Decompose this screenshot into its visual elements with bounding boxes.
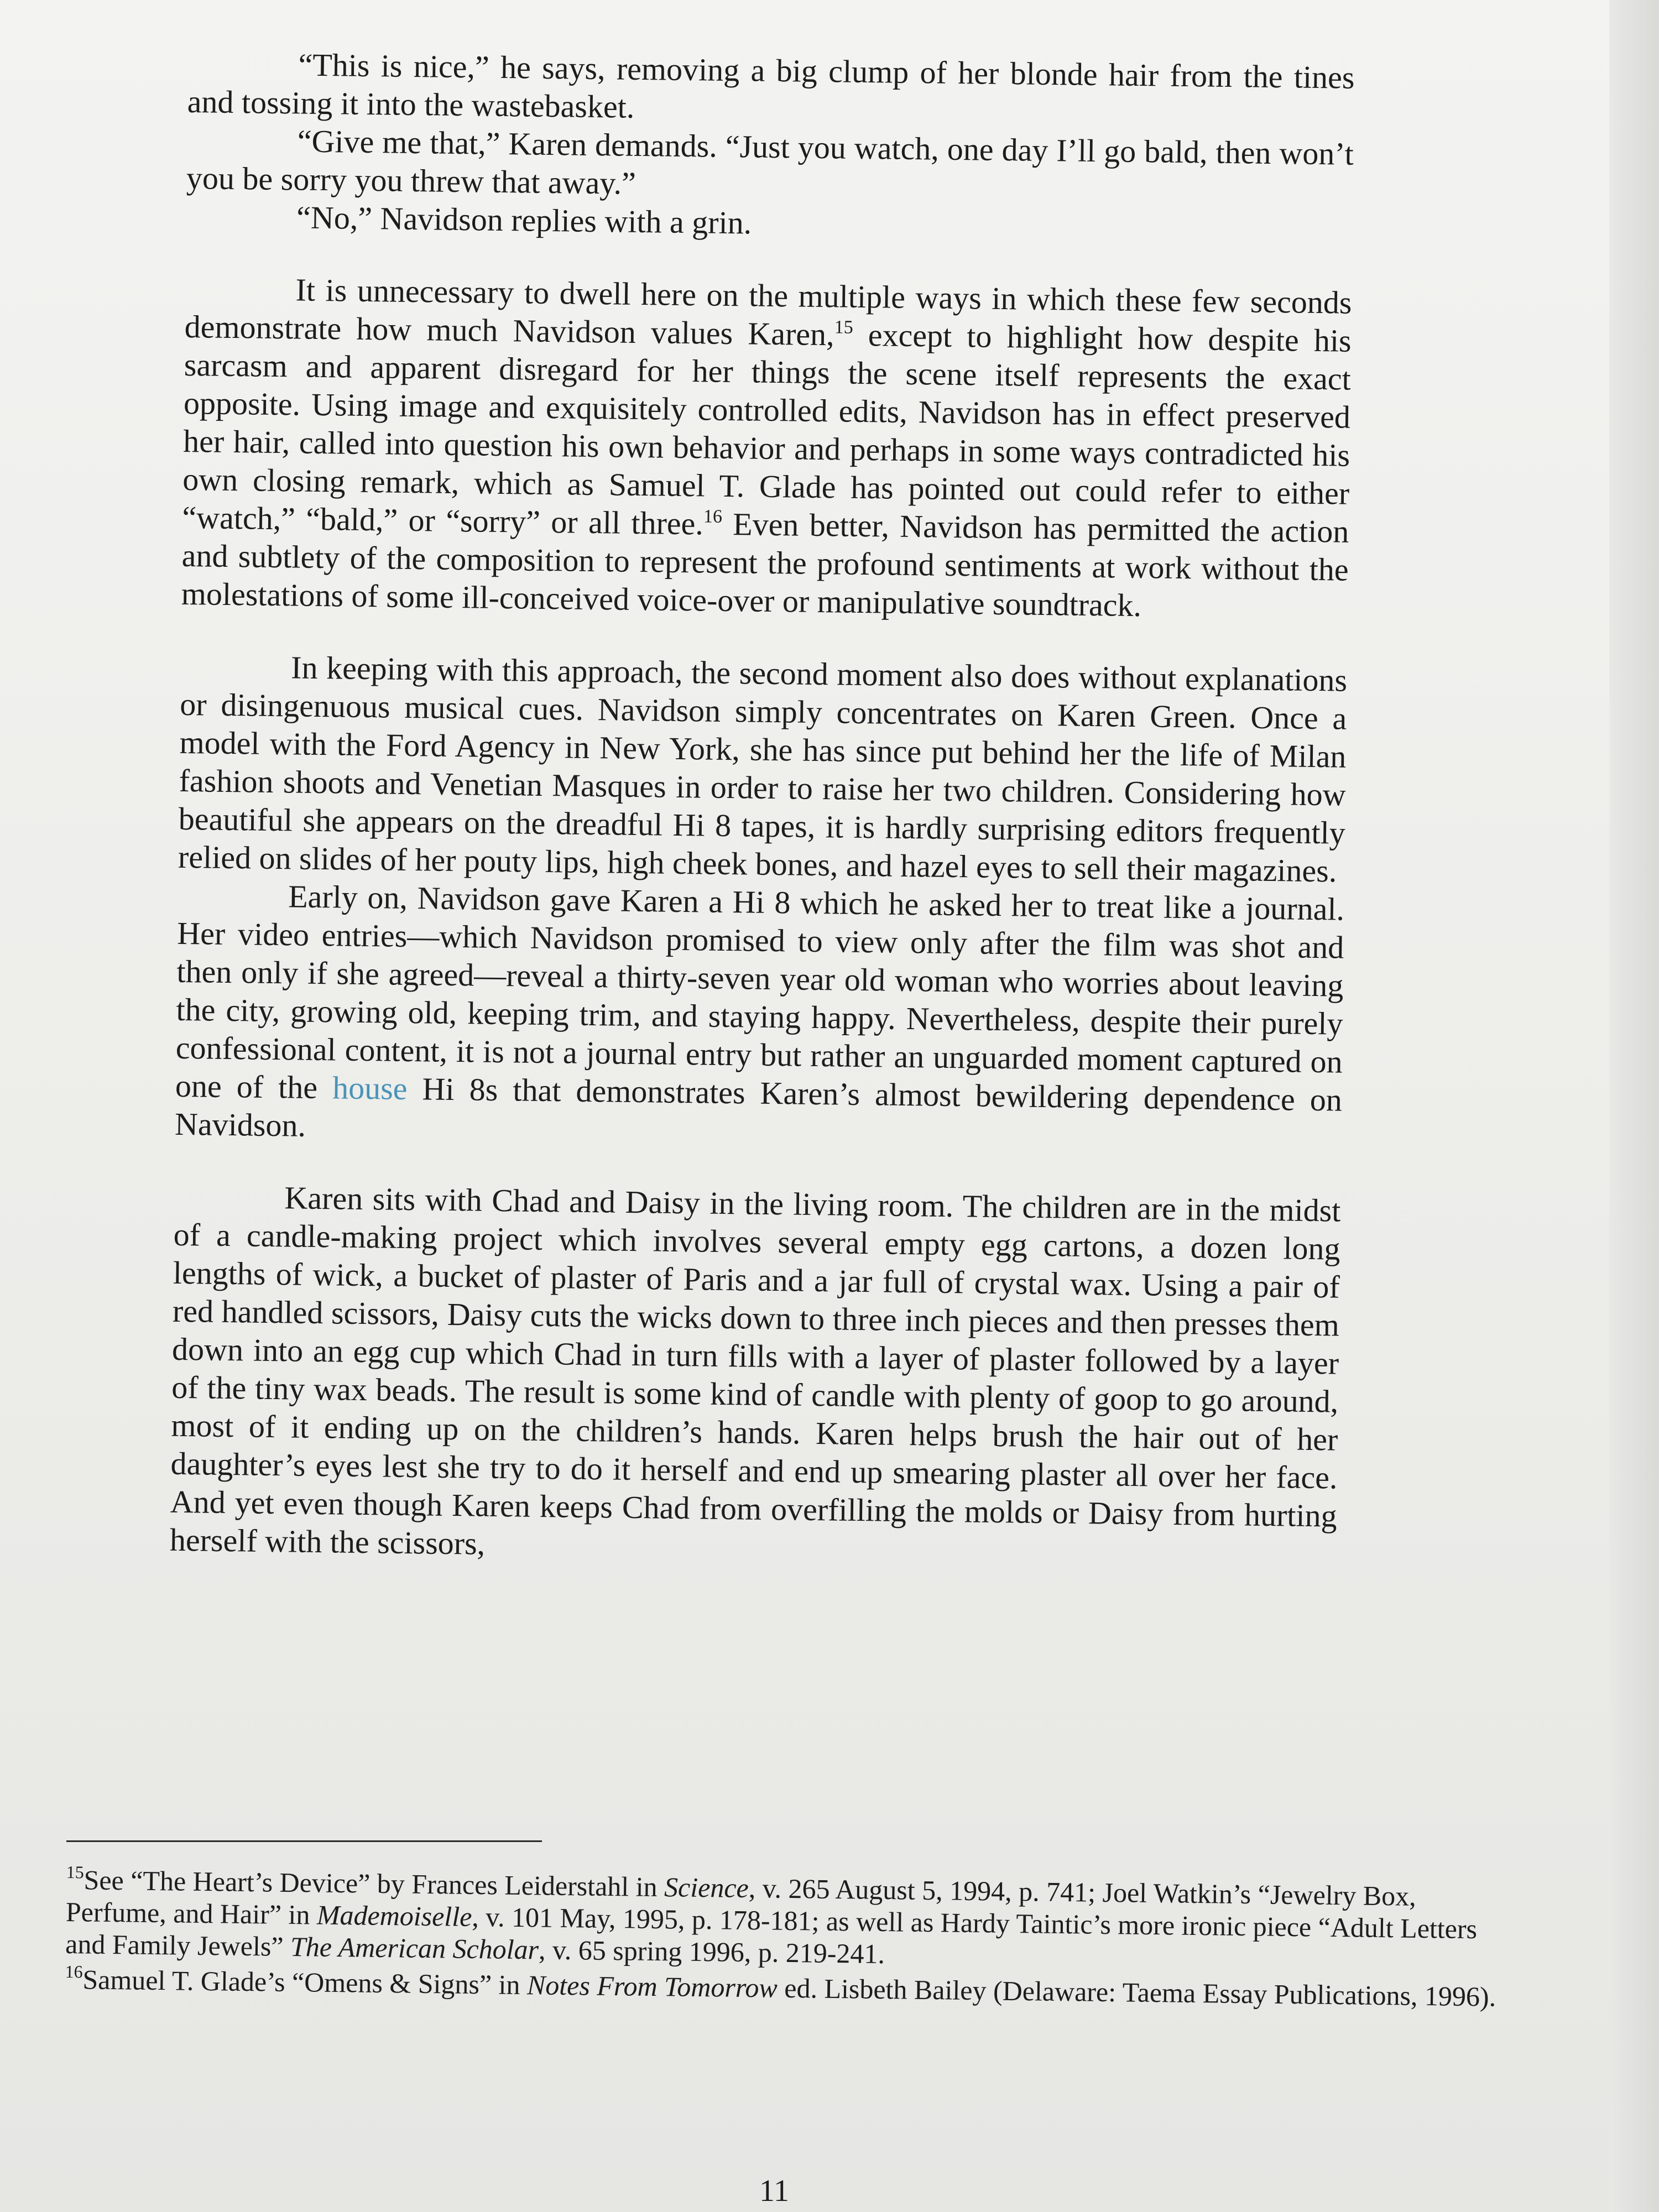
footnote-ref-15: 15 xyxy=(834,317,854,338)
footnote-15-title-science: Science xyxy=(664,1871,749,1904)
paragraph-5: In keeping with this approach, the second moment also does without explanations or disingenuous musical cues. Navidson simply concentrates on Karen Green. Once a model with the Ford Agency in New York, she has since put behind her the life of Milan fashion shoots and Venetian Masques in order to raise her two children. Considering how beautiful she appears on the dreadful Hi 8 tapes, it is hardly surprising editors frequently relied on slides of her pouty lips, high cheek bones, and hazel eyes to sell their magazines. xyxy=(178,649,1348,889)
paragraph-4-part-1: It is unnecessary to dwell here on the multiple ways in which these few seconds demonstrate how much Navidson values Karen, xyxy=(184,272,1352,353)
paragraph-1: “This is nice,” he says, removing a big clump of her blonde hair from the tines and tossing it into the wastebasket. xyxy=(187,46,1355,125)
footnote-16-number: 16 xyxy=(65,1961,83,1982)
paragraph-4-part-3: Even better, Navidson has permitted the action and subtlety of the composition to represent the profound sentiments at work without the molestations of some ill-conceived voice-over or manipulative soundtrack. xyxy=(181,505,1349,624)
paragraph-3: “No,” Navidson replies with a grin. xyxy=(296,199,752,241)
footnote-16-text-2: ed. Lisbeth Bailey (Delaware: Taema Essay Publications, 1996). xyxy=(777,1972,1496,2012)
footnote-15 xyxy=(65,1864,1510,1978)
house-word: house xyxy=(332,1070,408,1107)
footnote-15-text: See “The Heart’s Device” by Frances Leiderstahl in xyxy=(84,1864,665,1903)
paragraph-6-part-1: Early on, Navidson gave Karen a Hi 8 which he asked her to treat like a journal. Her video entries—which Navidson promised to view only after the film was shot and then only if she agreed—reveal a thirty-seven year old woman who worries about leaving the city, growing old, keeping trim, and staying happy. Nevertheless, despite their purely confessional content, it is not a journal entry but rather an unguarded moment captured on one of the xyxy=(175,878,1345,1106)
paragraph-6 xyxy=(175,876,1345,1157)
footnote-15-text-3: , v. 101 May, 1995, p. 178-181; as well as Hardy Taintic’s more ironic piece “Adult Letters and Family Jewels” xyxy=(65,1901,1478,1962)
footnote-15-text-4: , v. 65 spring 1996, p. 219-241. xyxy=(538,1934,885,1970)
footnote-15-text-2: , v. 265 August 5, 1994, p. 741; Joel Watkin’s “Jewelry Box, Perfume, and Hair” in xyxy=(65,1872,1417,1931)
paragraph-4 xyxy=(181,269,1352,627)
footnote-15-number: 15 xyxy=(66,1862,85,1882)
page-edge-shadow xyxy=(1609,0,1659,2212)
page-number: 11 xyxy=(759,2174,789,2208)
paragraph-6-part-2: Hi 8s that demonstrates Karen’s almost bewildering dependence on Navidson. xyxy=(174,1070,1343,1144)
footnote-ref-16: 16 xyxy=(703,506,723,527)
paragraph-7: Karen sits with Chad and Daisy in the living room. The children are in the midst of a candle-making project which involves several empty egg cartons, a dozen long lengths of wick, a bucket of plaster of Paris and a jar full of crystal wax. Using a pair of red handled scissors, Daisy cuts the wicks down to three inch pieces and then presses them down into an egg cup which Chad in turn fills with a layer of plaster followed by a layer of the tiny wax beads. The result is some kind of candle with plenty of goop to go around, most of it ending up on the children’s hands. Karen helps brush the hair out of her daughter’s eyes lest she try to do it herself and end up smearing plaster all over her face. And yet even though Karen keeps Chad from overfilling the molds or Daisy from hurting herself with the scissors, xyxy=(169,1180,1341,1562)
footnote-15-title-mademoiselle: Mademoiselle xyxy=(316,1899,472,1932)
footnote-rule xyxy=(66,1840,542,1842)
paragraph-4-part-2: except to highlight how despite his sarcasm and apparent disregard for her things the scene itself represents the exact opposite. Using image and exquisitely controlled edits, Navidson has in effect preserved her hair, called into question his own behavior and perhaps in some ways contradicted his own closing remark, which as Samuel T. Glade has pointed out could refer to either “watch,” “bald,” or “sorry” or all three. xyxy=(182,316,1352,542)
footnote-16-title: Notes From Tomorrow xyxy=(526,1969,778,2004)
footnotes xyxy=(65,1864,1510,2016)
body-text xyxy=(170,44,1355,1573)
paragraph-2: “Give me that,” Karen demands. “Just you watch, one day I’ll go bald, then won’t you be sorry you threw that away.” xyxy=(186,123,1354,201)
footnote-16-text: Samuel T. Glade’s “Omens & Signs” in xyxy=(82,1964,528,2001)
footnote-15-title-scholar: The American Scholar xyxy=(290,1931,539,1965)
